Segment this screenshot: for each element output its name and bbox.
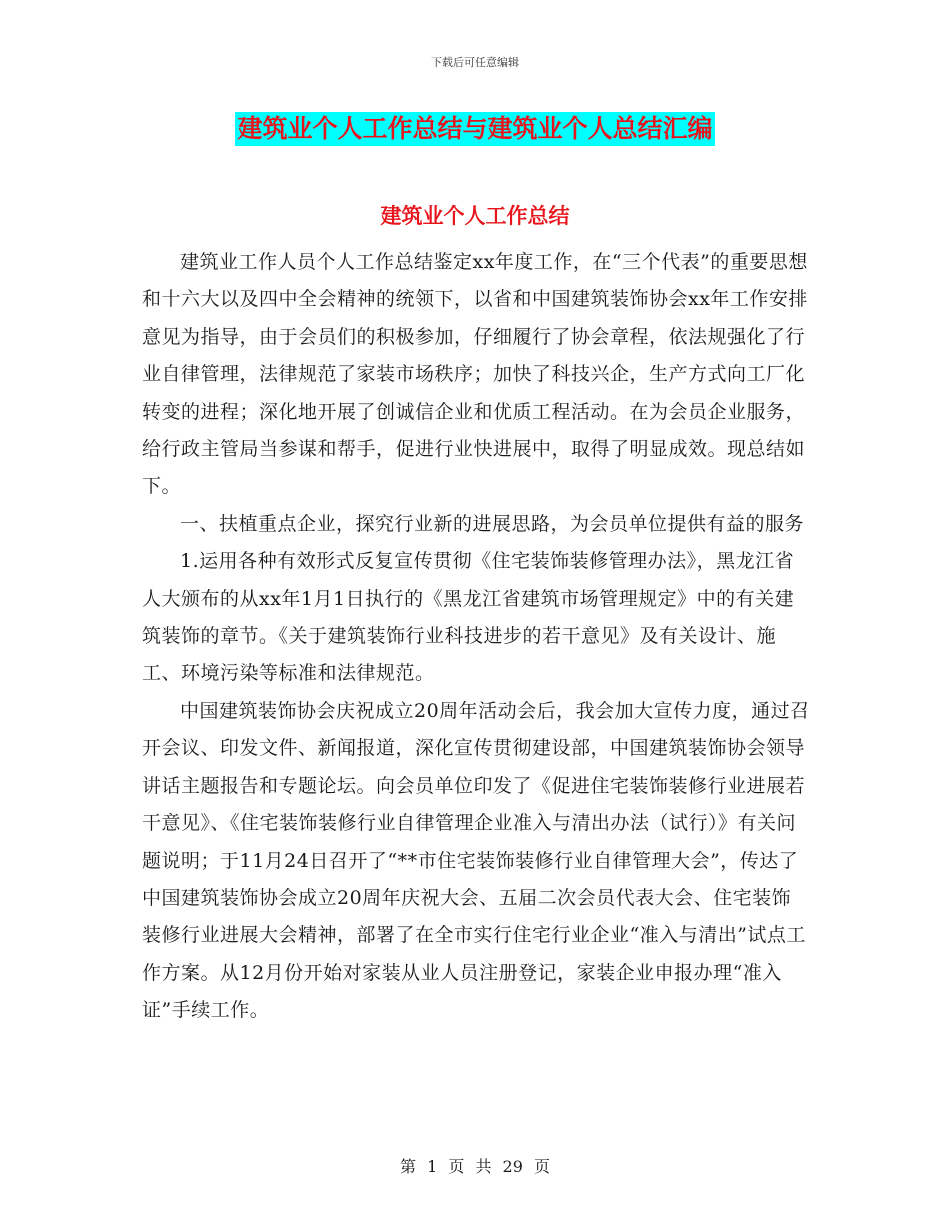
section-title: 建筑业个人工作总结	[380, 204, 570, 228]
paragraph: 一、扶植重点企业，探究行业新的进展思路，为会员单位提供有益的服务	[180, 512, 805, 535]
document-body	[142, 244, 810, 1030]
paragraph: 1.运用各种有效形式反复宣传贯彻《住宅装饰装修管理办法》，黑龙江省人大颁布的从xx年1月1日执行的《黑龙江省建筑市场管理规定》中的有关建筑装饰的章节。《关于建筑装饰行业科技进步的若干意见》及有关设计、施工、环境污染等标准和法律规范。	[142, 550, 795, 685]
document-title-wrap	[0, 112, 950, 146]
document-title: 建筑业个人工作总结与建筑业个人总结汇编	[235, 112, 714, 146]
paragraph: 建筑业工作人员个人工作总结鉴定xx年度工作，在“三个代表”的重要思想和十六大以及四中全会精神的统领下，以省和中国建筑装饰协会xx年工作安排意见为指导，由于会员们的积极参加，仔细履行了协会章程，依法规强化了行业自律管理，法律规范了家装市场秩序；加快了科技兴企，生产方式向工厂化转变的进程；深化地开展了创诚信企业和优质工程活动。在为会员企业服务，给行政主管局当参谋和帮手，促进行业快进展中，取得了明显成效。现总结如下。	[142, 251, 808, 498]
paragraph: 中国建筑装饰协会庆祝成立20周年活动会后，我会加大宣传力度，通过召开会议、印发文件、新闻报道，深化宣传贯彻建设部，中国建筑装饰协会领导讲话主题报告和专题论坛。向会员单位印发了《促进住宅装饰装修行业进展若干意见》、《住宅装饰装修行业自律管理企业准入与清出办法（试行）》有关问题说明；于11月24日召开了“**市住宅装饰装修行业自律管理大会”，传达了中国建筑装饰协会成立20周年庆祝大会、五届二次会员代表大会、住宅装饰装修行业进展大会精神，部署了在全市实行住宅行业企业“准入与清出”试点工作方案。从12月份开始对家装从业人员注册登记，家装企业申报办理“准入证”手续工作。	[142, 699, 810, 1022]
page-footer: 第 1 页 共 29 页	[400, 1157, 550, 1176]
page-header-note: 下载后可任意编辑	[431, 56, 519, 69]
